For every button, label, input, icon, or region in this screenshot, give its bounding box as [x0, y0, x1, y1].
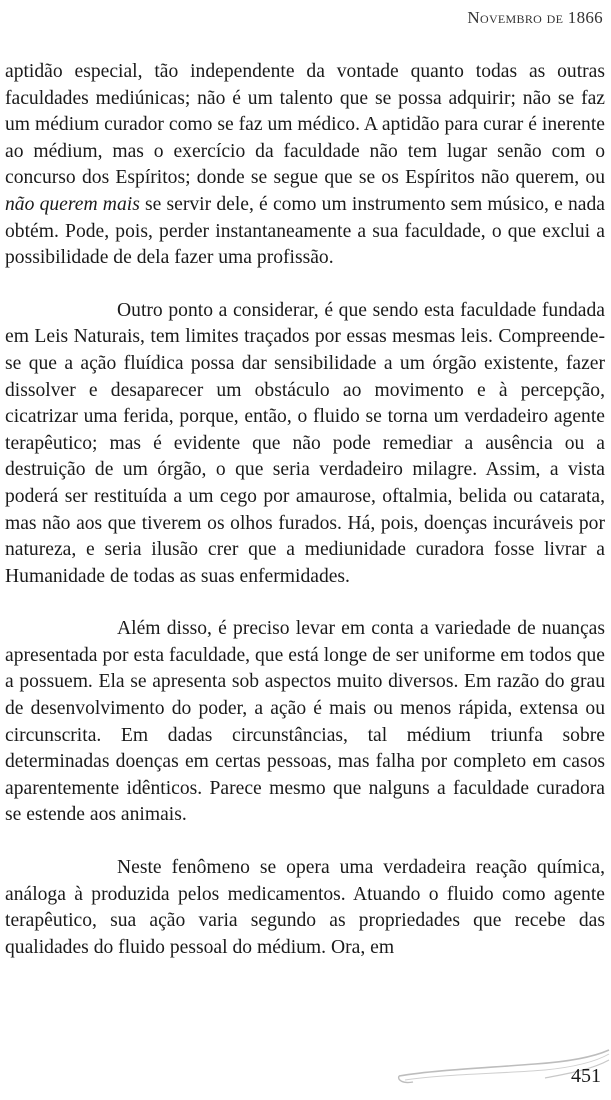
paragraph-1 — [5, 59, 605, 272]
page-body — [5, 59, 605, 961]
paragraph-3: Além disso, é preciso levar em conta a variedade de nuanças apresentada por esta faculdade, que está longe de ser uniforme em todos que a possuem. Ela se apresenta sob aspectos muito diversos. Em razão do grau de desenvolvimento do poder, a ação é mais ou menos rápida, extensa ou circunscrita. Em dadas circunstâncias, tal médium triunfa sobre determinadas doenças em certas pessoas, mas falha por completo em casos aparentemente idênticos. Parece mesmo que nalguns a faculdade curadora se estende aos animais. — [5, 618, 605, 826]
paragraph-2: Outro ponto a considerar, é que sendo esta faculdade fundada em Leis Naturais, tem limites traçados por essas mesmas leis. Compreende-se que a ação fluídica possa dar sensibilidade a um órgão existente, fazer dissolver e desaparecer um obstáculo ao movimento e à percepção, cicatrizar uma ferida, porque, então, o fluido se torna um verdadeiro agente terapêutico; mas é evidente que não pode remediar a ausência ou a destruição de um órgão, o que seria verdadeiro milagre. Assim, a vista poderá ser restituída a um cego por amaurose, oftalmia, belida ou catarata, mas não aos que tiverem os olhos furados. Há, pois, doenças incuráveis por natureza, e seria ilusão crer que a mediunidade curadora fosse livrar a Humanidade de todas as suas enfermidades. — [5, 299, 605, 587]
paragraph-4: Neste fenômeno se opera uma verdadeira reação química, análoga à produzida pelos medicamentos. Atuando o fluido como agente terapêutico, sua ação varia segundo as propriedades que recebe das qualidades do fluido pessoal do médium. Ora, em — [5, 857, 605, 958]
paragraph-1-text-a: aptidão especial, tão independente da vontade quanto todas as outras faculdades mediúnicas; não é um talento que se possa adquirir; não se faz um médium curador como se faz um médico. A aptidão para curar é inerente ao médium, mas o exercício da faculdade não tem lugar senão com o concurso dos Espíritos; donde se segue que se os Espíritos não querem, ou — [5, 61, 605, 189]
page-number: 451 — [571, 1065, 601, 1087]
paragraph-1-emphasis: não querem mais — [5, 193, 140, 215]
running-head: Novembro de 1866 — [467, 8, 603, 27]
paragraph-1-text-b: se servir dele, é como um instrumento sem músico, e nada obtém. Pode, pois, perder instantaneamente a sua faculdade, o que exclui a possibilidade de dela fazer uma profissão. — [5, 193, 605, 269]
